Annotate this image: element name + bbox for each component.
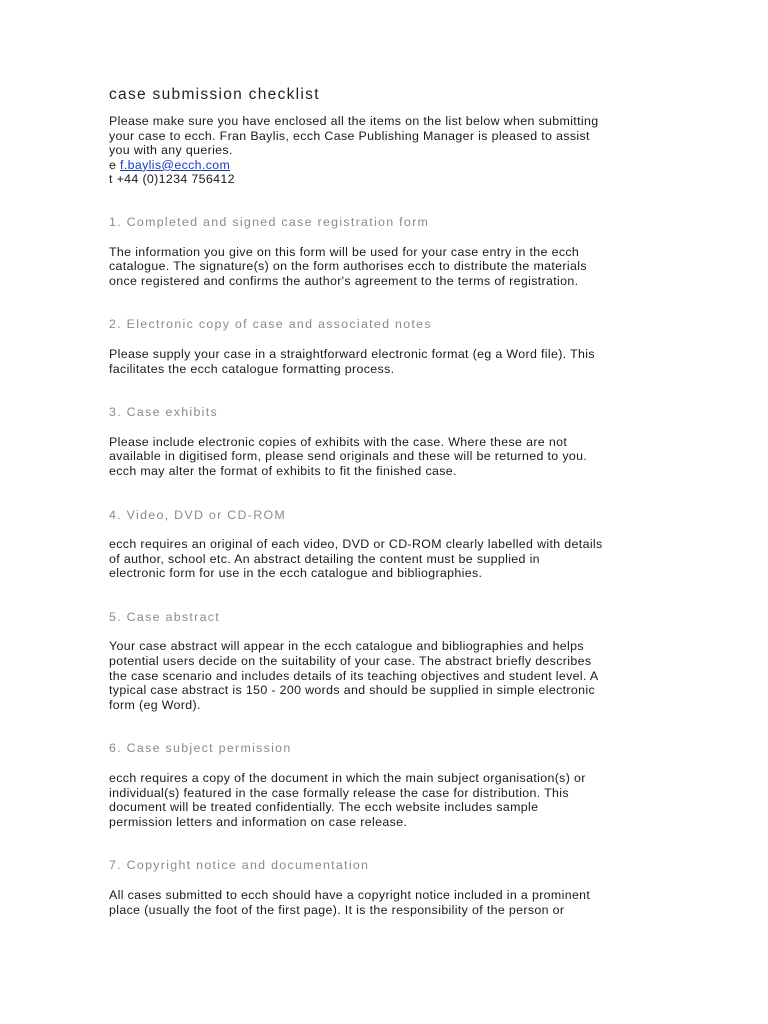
body-line: All cases submitted to ecch should have a copyright notice included in a prominent xyxy=(109,888,591,902)
section-heading: 5. Case abstract xyxy=(109,609,221,624)
email-line xyxy=(109,158,669,173)
body-line: facilitates the ecch catalogue formatting process. xyxy=(109,361,395,376)
body-line: ecch requires an original of each video, DVD or CD-ROM clearly labelled with details xyxy=(109,537,603,552)
document-content xyxy=(109,86,669,917)
section-copyright-notice xyxy=(109,858,669,917)
body-line: available in digitised form, please send originals and these will be returned to you. xyxy=(109,449,588,464)
section-heading: 6. Case subject permission xyxy=(109,741,292,756)
body-line: form (eg Word). xyxy=(109,697,201,712)
body-line: The information you give on this form will be used for your case entry in the ecch xyxy=(109,244,580,259)
section-body xyxy=(109,888,669,917)
body-line: electronic form for use in the ecch catalogue and bibliographies. xyxy=(109,566,483,581)
section-body xyxy=(109,537,669,581)
body-line: individual(s) featured in the case formally release the case for distribution. This xyxy=(109,785,569,800)
section-body xyxy=(109,771,669,829)
email-prefix: e xyxy=(109,157,121,172)
section-body xyxy=(109,435,669,479)
section-subject-permission xyxy=(109,741,669,829)
section-heading: 7. Copyright notice and documentation xyxy=(109,858,370,873)
body-line: Please supply your case in a straightforward electronic format (eg a Word file). This xyxy=(109,346,595,361)
section-body xyxy=(109,245,669,289)
body-line: typical case abstract is 150 - 200 words and should be supplied in simple electronic xyxy=(109,683,596,698)
body-line: place (usually the foot of the first page). It is the responsibility of the person or xyxy=(109,902,565,917)
intro-paragraph xyxy=(109,114,669,187)
section-heading: 3. Case exhibits xyxy=(109,405,218,420)
intro-line: Please make sure you have enclosed all the items on the list below when submitting xyxy=(109,114,599,128)
body-line: document will be treated confidentially. The ecch website includes sample xyxy=(109,800,539,815)
section-video-dvd xyxy=(109,508,669,581)
section-heading: 2. Electronic copy of case and associated notes xyxy=(109,317,432,332)
body-line: ecch requires a copy of the document in which the main subject organisation(s) or xyxy=(109,771,586,786)
body-line: permission letters and information on case release. xyxy=(109,814,408,829)
body-line: once registered and confirms the author's agreement to the terms of registration. xyxy=(109,273,579,288)
section-registration-form xyxy=(109,215,669,288)
section-case-abstract xyxy=(109,610,669,713)
email-link[interactable]: f.baylis@ecch.com xyxy=(120,157,231,172)
section-body xyxy=(109,639,669,712)
intro-text xyxy=(109,114,669,158)
body-line: catalogue. The signature(s) on the form authorises ecch to distribute the materials xyxy=(109,259,587,274)
body-line: potential users decide on the suitability of your case. The abstract briefly describes xyxy=(109,654,592,669)
body-line: the case scenario and includes details of its teaching objectives and student level. A xyxy=(109,668,599,683)
phone-line: t +44 (0)1234 756412 xyxy=(109,172,235,187)
section-case-exhibits xyxy=(109,405,669,478)
page-title: case submission checklist xyxy=(109,86,320,103)
body-line: Your case abstract will appear in the ecch catalogue and bibliographies and helps xyxy=(109,639,584,654)
intro-line: your case to ecch. Fran Baylis, ecch Case Publishing Manager is pleased to assist xyxy=(109,128,590,143)
body-line: Please include electronic copies of exhibits with the case. Where these are not xyxy=(109,434,568,449)
section-heading: 4. Video, DVD or CD-ROM xyxy=(109,507,287,522)
body-line: of author, school etc. An abstract detailing the content must be supplied in xyxy=(109,551,540,566)
section-body xyxy=(109,347,669,376)
intro-line: you with any queries. xyxy=(109,143,233,158)
body-line: ecch may alter the format of exhibits to fit the finished case. xyxy=(109,463,457,478)
section-heading: 1. Completed and signed case registration form xyxy=(109,214,430,229)
section-electronic-copy xyxy=(109,317,669,376)
